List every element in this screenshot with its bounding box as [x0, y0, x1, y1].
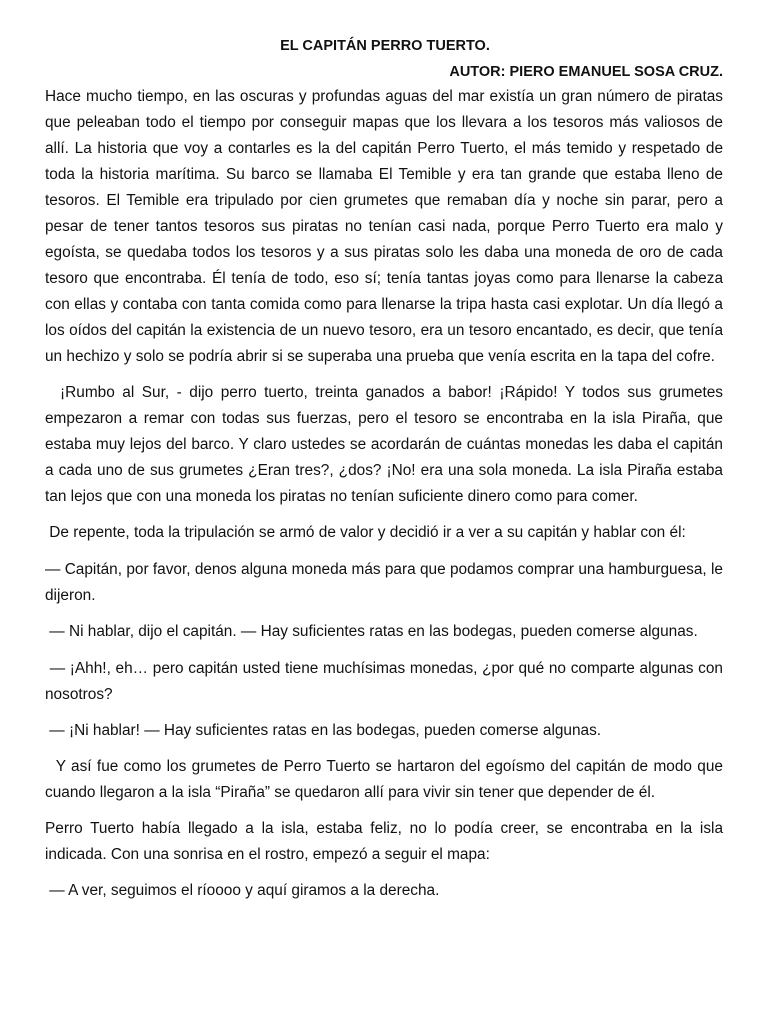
document-page [45, 36, 728, 904]
dialogue-line: — ¡Ni hablar! — Hay suficientes ratas en las bodegas, pueden comerse algunas. [45, 722, 602, 739]
paragraph: ¡Rumbo al Sur, - dijo perro tuerto, treinta ganados a babor! ¡Rápido! Y todos sus grumetes empezaron a remar con todas sus fuerzas, pero el tesoro se encontraba en la isla Piraña, que estaba muy lejos del barco. Y claro ustedes se acordarán de cuántas monedas les daba el capitán a cada uno de sus grumetes ¿Eran tres?, ¿dos? ¡No! era una sola moneda. La isla Piraña estaba tan lejos que con una moneda los piratas no tenían suficiente dinero como para comer. [45, 384, 728, 505]
paragraph: De repente, toda la tripulación se armó de valor y decidió ir a ver a su capitán y hablar con él: [45, 524, 686, 541]
document-title: EL CAPITÁN PERRO TUERTO. [280, 38, 490, 54]
paragraph: Perro Tuerto había llegado a la isla, estaba feliz, no lo podía creer, se encontraba en la isla indicada. Con una sonrisa en el rostro, empezó a seguir el mapa: [45, 820, 723, 863]
paragraph: Y así fue como los grumetes de Perro Tuerto se hartaron del egoísmo del capitán de modo que cuando llegaron a la isla “Piraña” se quedaron allí para vivir sin tener que depender de él. [45, 758, 728, 801]
document-author: AUTOR: PIERO EMANUEL SOSA CRUZ. [449, 64, 723, 80]
dialogue-line: — Capitán, por favor, denos alguna moneda más para que podamos comprar una hamburguesa, le dijeron. [45, 561, 723, 604]
paragraph: Hace mucho tiempo, en las oscuras y profundas aguas del mar existía un gran número de piratas que peleaban todo el tiempo por conseguir mapas que los llevara a los tesoros más valiosos de allí. La historia que voy a contarles es la del capitán Perro Tuerto, el más temido y respetado de toda la historia marítima. Su barco se llamaba El Temible y era tan grande que estaba lleno de tesoros. El Temible era tripulado por cien grumetes que remaban día y noche sin parar, pero a pesar de tener tantos tesoros sus piratas no tenían casi nada, porque Perro Tuerto era malo y egoísta, se quedaba todos los tesoros y a sus piratas solo les daba una moneda de oro de cada tesoro que encontraba. Él tenía de todo, eso sí; tenía tantas joyas como para llenarse la cabeza con ellas y contaba con tanta comida como para llenarse la tripa hasta casi explotar. Un día llegó a los oídos del capitán la existencia de un nuevo tesoro, era un tesoro encantado, es decir, que tenía un hechizo y solo se podría abrir si se superaba una prueba que venía escrita en la tapa del cofre. [45, 88, 723, 365]
dialogue-line: — Ni hablar, dijo el capitán. — Hay suficientes ratas en las bodegas, pueden comerse algunas. [45, 623, 698, 640]
dialogue-line: — ¡Ahh!, eh… pero capitán usted tiene muchísimas monedas, ¿por qué no comparte algunas con nosotros? [45, 660, 728, 703]
dialogue-line: — A ver, seguimos el ríoooo y aquí giramos a la derecha. [45, 882, 440, 899]
